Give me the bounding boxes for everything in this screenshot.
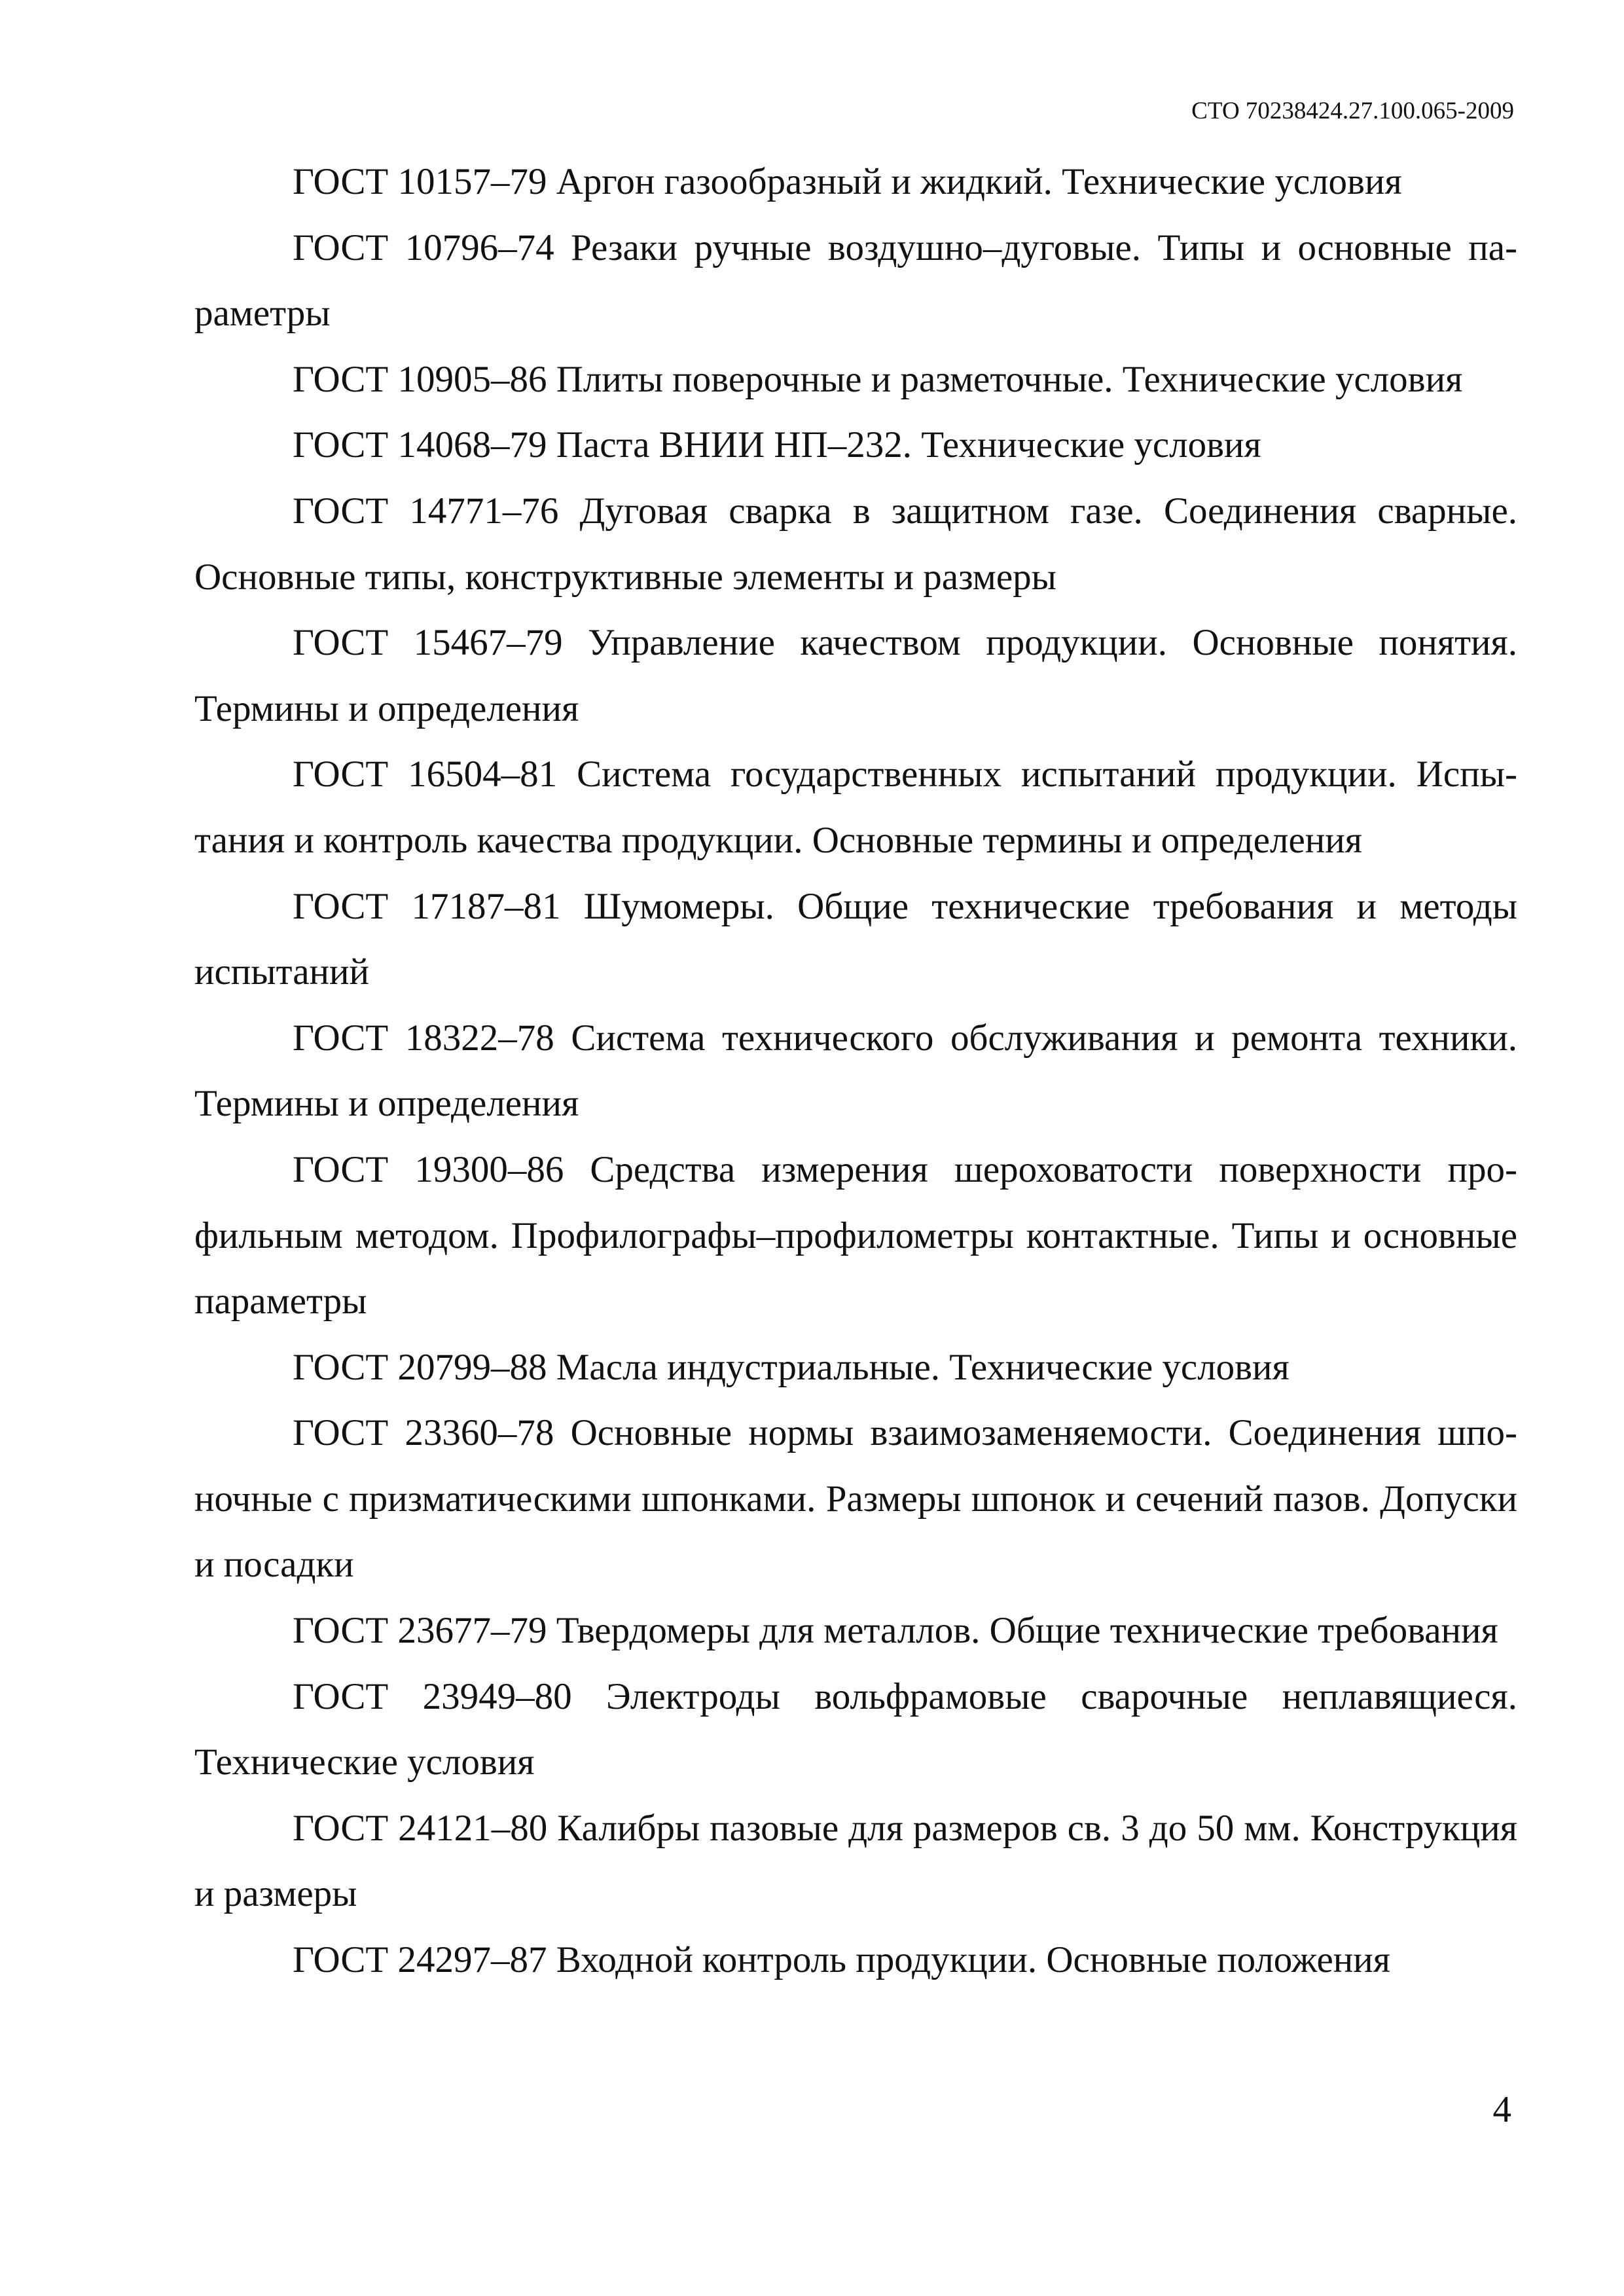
normative-references-list	[194, 149, 1517, 1994]
reference-gost-23949: ГОСТ 23949–80 Электроды вольфрамовые сварочные неплавящиеся. Технические условия	[194, 1675, 1517, 1783]
reference-gost-23677: ГОСТ 23677–79 Твердомеры для металлов. Общие технические требования	[293, 1610, 1498, 1652]
page-number: 4	[1492, 2089, 1511, 2130]
reference-gost-24121: ГОСТ 24121–80 Калибры пазовые для размеров св. 3 до 50 мм. Конструкция и размеры	[194, 1807, 1517, 1915]
reference-gost-18322: ГОСТ 18322–78 Система технического обслуживания и ремонта техники. Термины и определения	[194, 1017, 1517, 1125]
reference-gost-10157: ГОСТ 10157–79 Аргон газообразный и жидкий. Технические условия	[293, 161, 1402, 202]
reference-gost-10905: ГОСТ 10905–86 Плиты поверочные и разметочные. Технические условия	[293, 358, 1463, 400]
reference-gost-17187: ГОСТ 17187–81 Шумомеры. Общие технические требования и методы испытаний	[194, 885, 1517, 993]
reference-gost-20799: ГОСТ 20799–88 Масла индустриальные. Технические условия	[293, 1346, 1290, 1388]
reference-gost-10796: ГОСТ 10796–74 Резаки ручные воздушно–дуговые. Типы и основные параметры	[194, 227, 1517, 335]
reference-gost-15467: ГОСТ 15467–79 Управление качеством продукции. Основные понятия. Термины и определения	[194, 622, 1517, 729]
document-code-header: СТО 70238424.27.100.065-2009	[1191, 98, 1514, 124]
reference-gost-24297: ГОСТ 24297–87 Входной контроль продукции. Основные положения	[293, 1939, 1391, 1981]
reference-gost-14068: ГОСТ 14068–79 Паста ВНИИ НП–232. Технические условия	[293, 424, 1261, 466]
reference-gost-23360: ГОСТ 23360–78 Основные нормы взаимозаменяемости. Соединения шпоночные с призматическими шпонками. Размеры шпонок и сечений пазов. Допуски и посадки	[194, 1412, 1517, 1586]
reference-gost-16504: ГОСТ 16504–81 Система государственных испытаний продукции. Испытания и контроль качества продукции. Основные термины и определения	[194, 754, 1517, 861]
reference-gost-19300: ГОСТ 19300–86 Средства измерения шероховатости поверхности профильным методом. Профилографы–профилометры контактные. Типы и основные параметры	[194, 1148, 1517, 1322]
reference-gost-14771: ГОСТ 14771–76 Дуговая сварка в защитном газе. Соединения сварные. Основные типы, конструктивные элементы и размеры	[194, 490, 1517, 598]
